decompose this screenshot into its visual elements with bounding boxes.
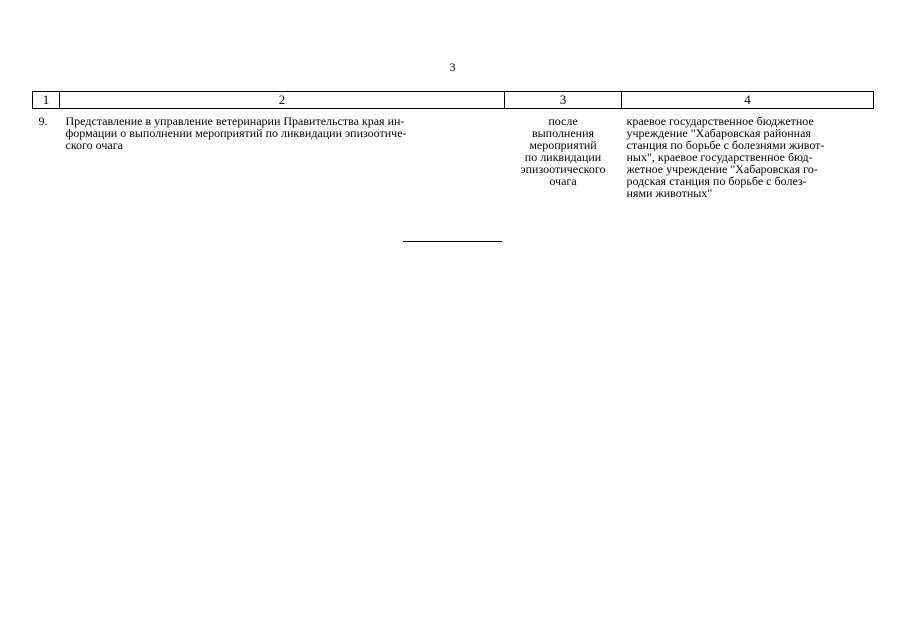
column-header-2: 2 bbox=[60, 92, 505, 109]
measures-table bbox=[32, 91, 874, 199]
row-number: 9. bbox=[38, 114, 48, 128]
column-header-1: 1 bbox=[33, 92, 60, 109]
end-of-document-rule bbox=[403, 241, 502, 242]
table-row bbox=[33, 109, 874, 200]
row-action: Представление в управление ветеринарии Правительства края ин- формации о выполнении мероприятий по ликвидации эпизоотиче- ского очага bbox=[65, 114, 407, 152]
page-number: 3 bbox=[449, 60, 456, 74]
table-header-row bbox=[33, 92, 874, 109]
column-header-3: 3 bbox=[505, 92, 622, 109]
column-header-4: 4 bbox=[622, 92, 874, 109]
row-executor: краевое государственное бюджетное учреждение "Хабаровская районная станция по борьбе с болезнями живот- ных", краевое государственное бюд- жетное учреждение "Хабаровская го- родская станция по борьбе с болез- нями животных" bbox=[626, 114, 825, 200]
row-term: после выполнения мероприятий по ликвидации эпизоотического очага bbox=[520, 114, 606, 188]
